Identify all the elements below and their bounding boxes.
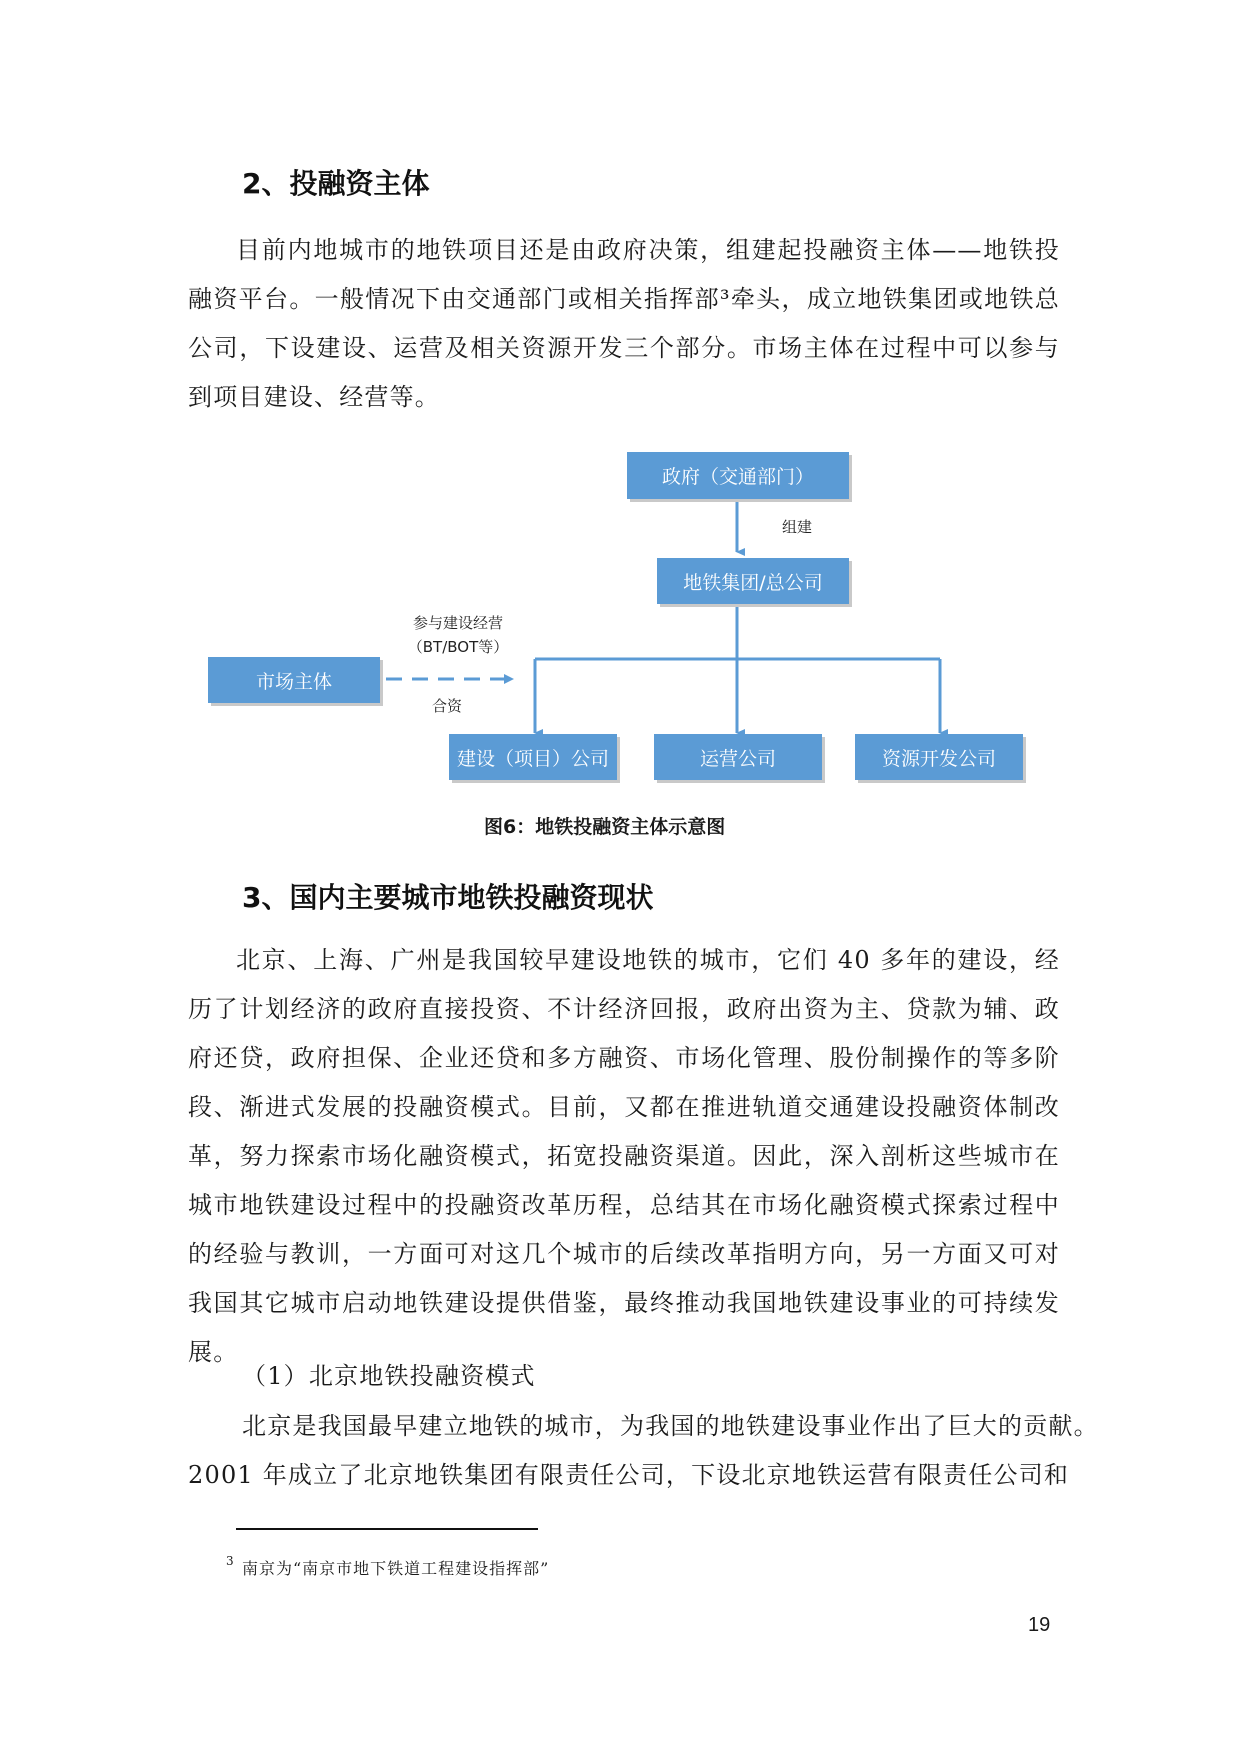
beijing-subheading: （1）北京地铁投融资模式: [242, 1362, 536, 1390]
section-3-paragraph: 北京、上海、广州是我国较早建设地铁的城市，它们 40 多年的建设，经历了计划经济的政府直接投资、不计经济回报，政府出资为主、贷款为辅、政府还贷，政府担保、企业还贷和多方融资、市场化管理、股份制操作的等多阶段、渐进式发展的投融资模式。目前，又都在推进轨道交通建设投融资体制改革，努力探索市场化融资模式，拓宽投融资渠道。因此，深入剖析这些城市在城市地铁建设过程中的投融资改革历程，总结其在市场化融资模式探索过程中的经验与教训，一方面可对这几个城市的后续改革指明方向，另一方面又可对我国其它城市启动地铁建设提供借鉴，最终推动我国地铁建设事业的可持续发展。: [188, 946, 1060, 1366]
org-diagram: [0, 440, 1240, 840]
footnote-text: 南京为“南京市地下铁道工程建设指挥部”: [242, 1559, 550, 1578]
operation-company-box: 运营公司: [654, 734, 822, 780]
footnote-marker: 3: [226, 1554, 235, 1568]
bt-bot-label: （BT/BOT等）: [407, 638, 509, 656]
participate-label: 参与建设经营: [412, 614, 503, 632]
market-box: 市场主体: [208, 657, 380, 703]
footnote-separator: [236, 1528, 538, 1530]
figure-caption: 图6：地铁投融资主体示意图: [484, 816, 726, 838]
diagram-connectors: [0, 440, 1240, 840]
gov-box: 政府（交通部门）: [627, 452, 849, 499]
section-2-paragraph: 目前内地城市的地铁项目还是由政府决策，组建起投融资主体——地铁投融资平台。一般情况下由交通部门或相关指挥部³牵头，成立地铁集团或地铁总公司，下设建设、运营及相关资源开发三个部分。市场主体在过程中可以参与到项目建设、经营等。: [188, 236, 1060, 411]
construction-company-box: 建设（项目）公司: [449, 734, 617, 780]
resource-company-box: 资源开发公司: [855, 734, 1023, 780]
joint-venture-label: 合资: [432, 697, 463, 715]
establish-label: 组建: [782, 518, 813, 536]
section-3-heading: 3、国内主要城市地铁投融资现状: [242, 881, 654, 914]
section-2-heading: 2、投融资主体: [242, 167, 430, 200]
page-number: 19: [1028, 1614, 1051, 1636]
beijing-line-1: 北京是我国最早建立地铁的城市，为我国的地铁建设事业作出了巨大的贡献。: [242, 1412, 1099, 1440]
beijing-line-2: 2001 年成立了北京地铁集团有限责任公司，下设北京地铁运营有限责任公司和: [188, 1461, 1070, 1489]
group-box: 地铁集团/总公司: [657, 558, 849, 604]
